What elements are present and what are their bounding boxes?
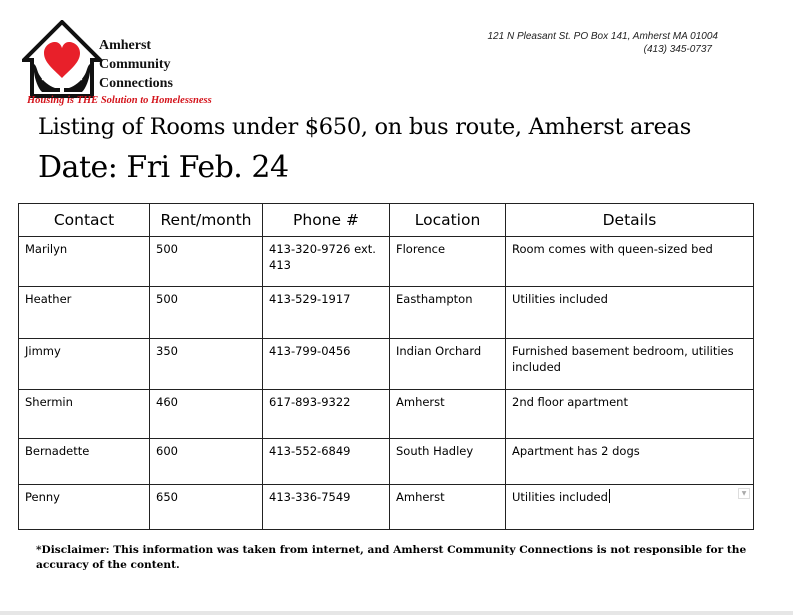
- cell-rent[interactable]: 350: [150, 339, 263, 390]
- org-name-line2: Community: [99, 57, 171, 72]
- house-heart-hands-icon: [22, 20, 102, 98]
- table-row: [19, 339, 754, 390]
- rooms-table: [18, 203, 754, 530]
- cell-contact[interactable]: Heather: [19, 287, 150, 339]
- cell-phone[interactable]: 413-320-9726 ext. 413: [263, 237, 390, 287]
- cell-rent[interactable]: 460: [150, 390, 263, 439]
- cell-phone[interactable]: 413-799-0456: [263, 339, 390, 390]
- table-row: [19, 485, 754, 530]
- page-title: Listing of Rooms under $650, on bus route, Amherst areas: [38, 114, 692, 140]
- header-contact: Contact: [19, 204, 150, 237]
- cell-contact[interactable]: Jimmy: [19, 339, 150, 390]
- cell-phone[interactable]: 413-529-1917: [263, 287, 390, 339]
- table-header-row: [19, 204, 754, 237]
- cell-rent[interactable]: 600: [150, 439, 263, 485]
- table-row: [19, 439, 754, 485]
- cell-details[interactable]: Utilities included: [506, 287, 754, 339]
- cell-location[interactable]: Florence: [390, 237, 506, 287]
- tagline: Housing is THE Solution to Homelessness: [27, 95, 212, 106]
- cell-contact[interactable]: Penny: [19, 485, 150, 530]
- cell-location[interactable]: Amherst: [390, 390, 506, 439]
- cell-phone[interactable]: 413-552-6849: [263, 439, 390, 485]
- text-cursor: [609, 489, 610, 503]
- page-bottom-edge: [0, 611, 793, 615]
- header-phone: Phone #: [263, 204, 390, 237]
- address-block: [470, 30, 718, 56]
- cell-details[interactable]: Apartment has 2 dogs: [506, 439, 754, 485]
- cell-location[interactable]: Easthampton: [390, 287, 506, 339]
- cell-details[interactable]: 2nd floor apartment: [506, 390, 754, 439]
- cell-phone[interactable]: 413-336-7549: [263, 485, 390, 530]
- header-details: Details: [506, 204, 754, 237]
- cell-details[interactable]: Room comes with queen-sized bed: [506, 237, 754, 287]
- table-row: [19, 390, 754, 439]
- table-row: [19, 237, 754, 287]
- disclaimer: *Disclaimer: This information was taken from internet, and Amherst Community Connections is not responsible for the accuracy of the content.: [36, 544, 747, 571]
- cell-details-active[interactable]: [506, 485, 754, 530]
- cell-rent[interactable]: 500: [150, 237, 263, 287]
- cell-location[interactable]: South Hadley: [390, 439, 506, 485]
- cell-phone[interactable]: 617-893-9322: [263, 390, 390, 439]
- cell-location[interactable]: Indian Orchard: [390, 339, 506, 390]
- org-name-line1: Amherst: [99, 38, 152, 53]
- cell-contact[interactable]: Bernadette: [19, 439, 150, 485]
- header-location: Location: [390, 204, 506, 237]
- phone-line: (413) 345-0737: [643, 44, 712, 55]
- dropdown-arrow-icon[interactable]: ▼: [738, 488, 750, 499]
- cell-contact[interactable]: Marilyn: [19, 237, 150, 287]
- cell-details[interactable]: Furnished basement bedroom, utilities included: [506, 339, 754, 390]
- cell-rent[interactable]: 500: [150, 287, 263, 339]
- listing-date: Date: Fri Feb. 24: [38, 150, 289, 185]
- address-line: 121 N Pleasant St. PO Box 141, Amherst MA 01004: [487, 31, 718, 42]
- table-row: [19, 287, 754, 339]
- cell-rent[interactable]: 650: [150, 485, 263, 530]
- cell-details-text[interactable]: Utilities included: [512, 490, 608, 504]
- cell-location[interactable]: Amherst: [390, 485, 506, 530]
- header-rent: Rent/month: [150, 204, 263, 237]
- cell-contact[interactable]: Shermin: [19, 390, 150, 439]
- org-name-line3: Connections: [99, 76, 173, 91]
- org-name: [99, 36, 173, 93]
